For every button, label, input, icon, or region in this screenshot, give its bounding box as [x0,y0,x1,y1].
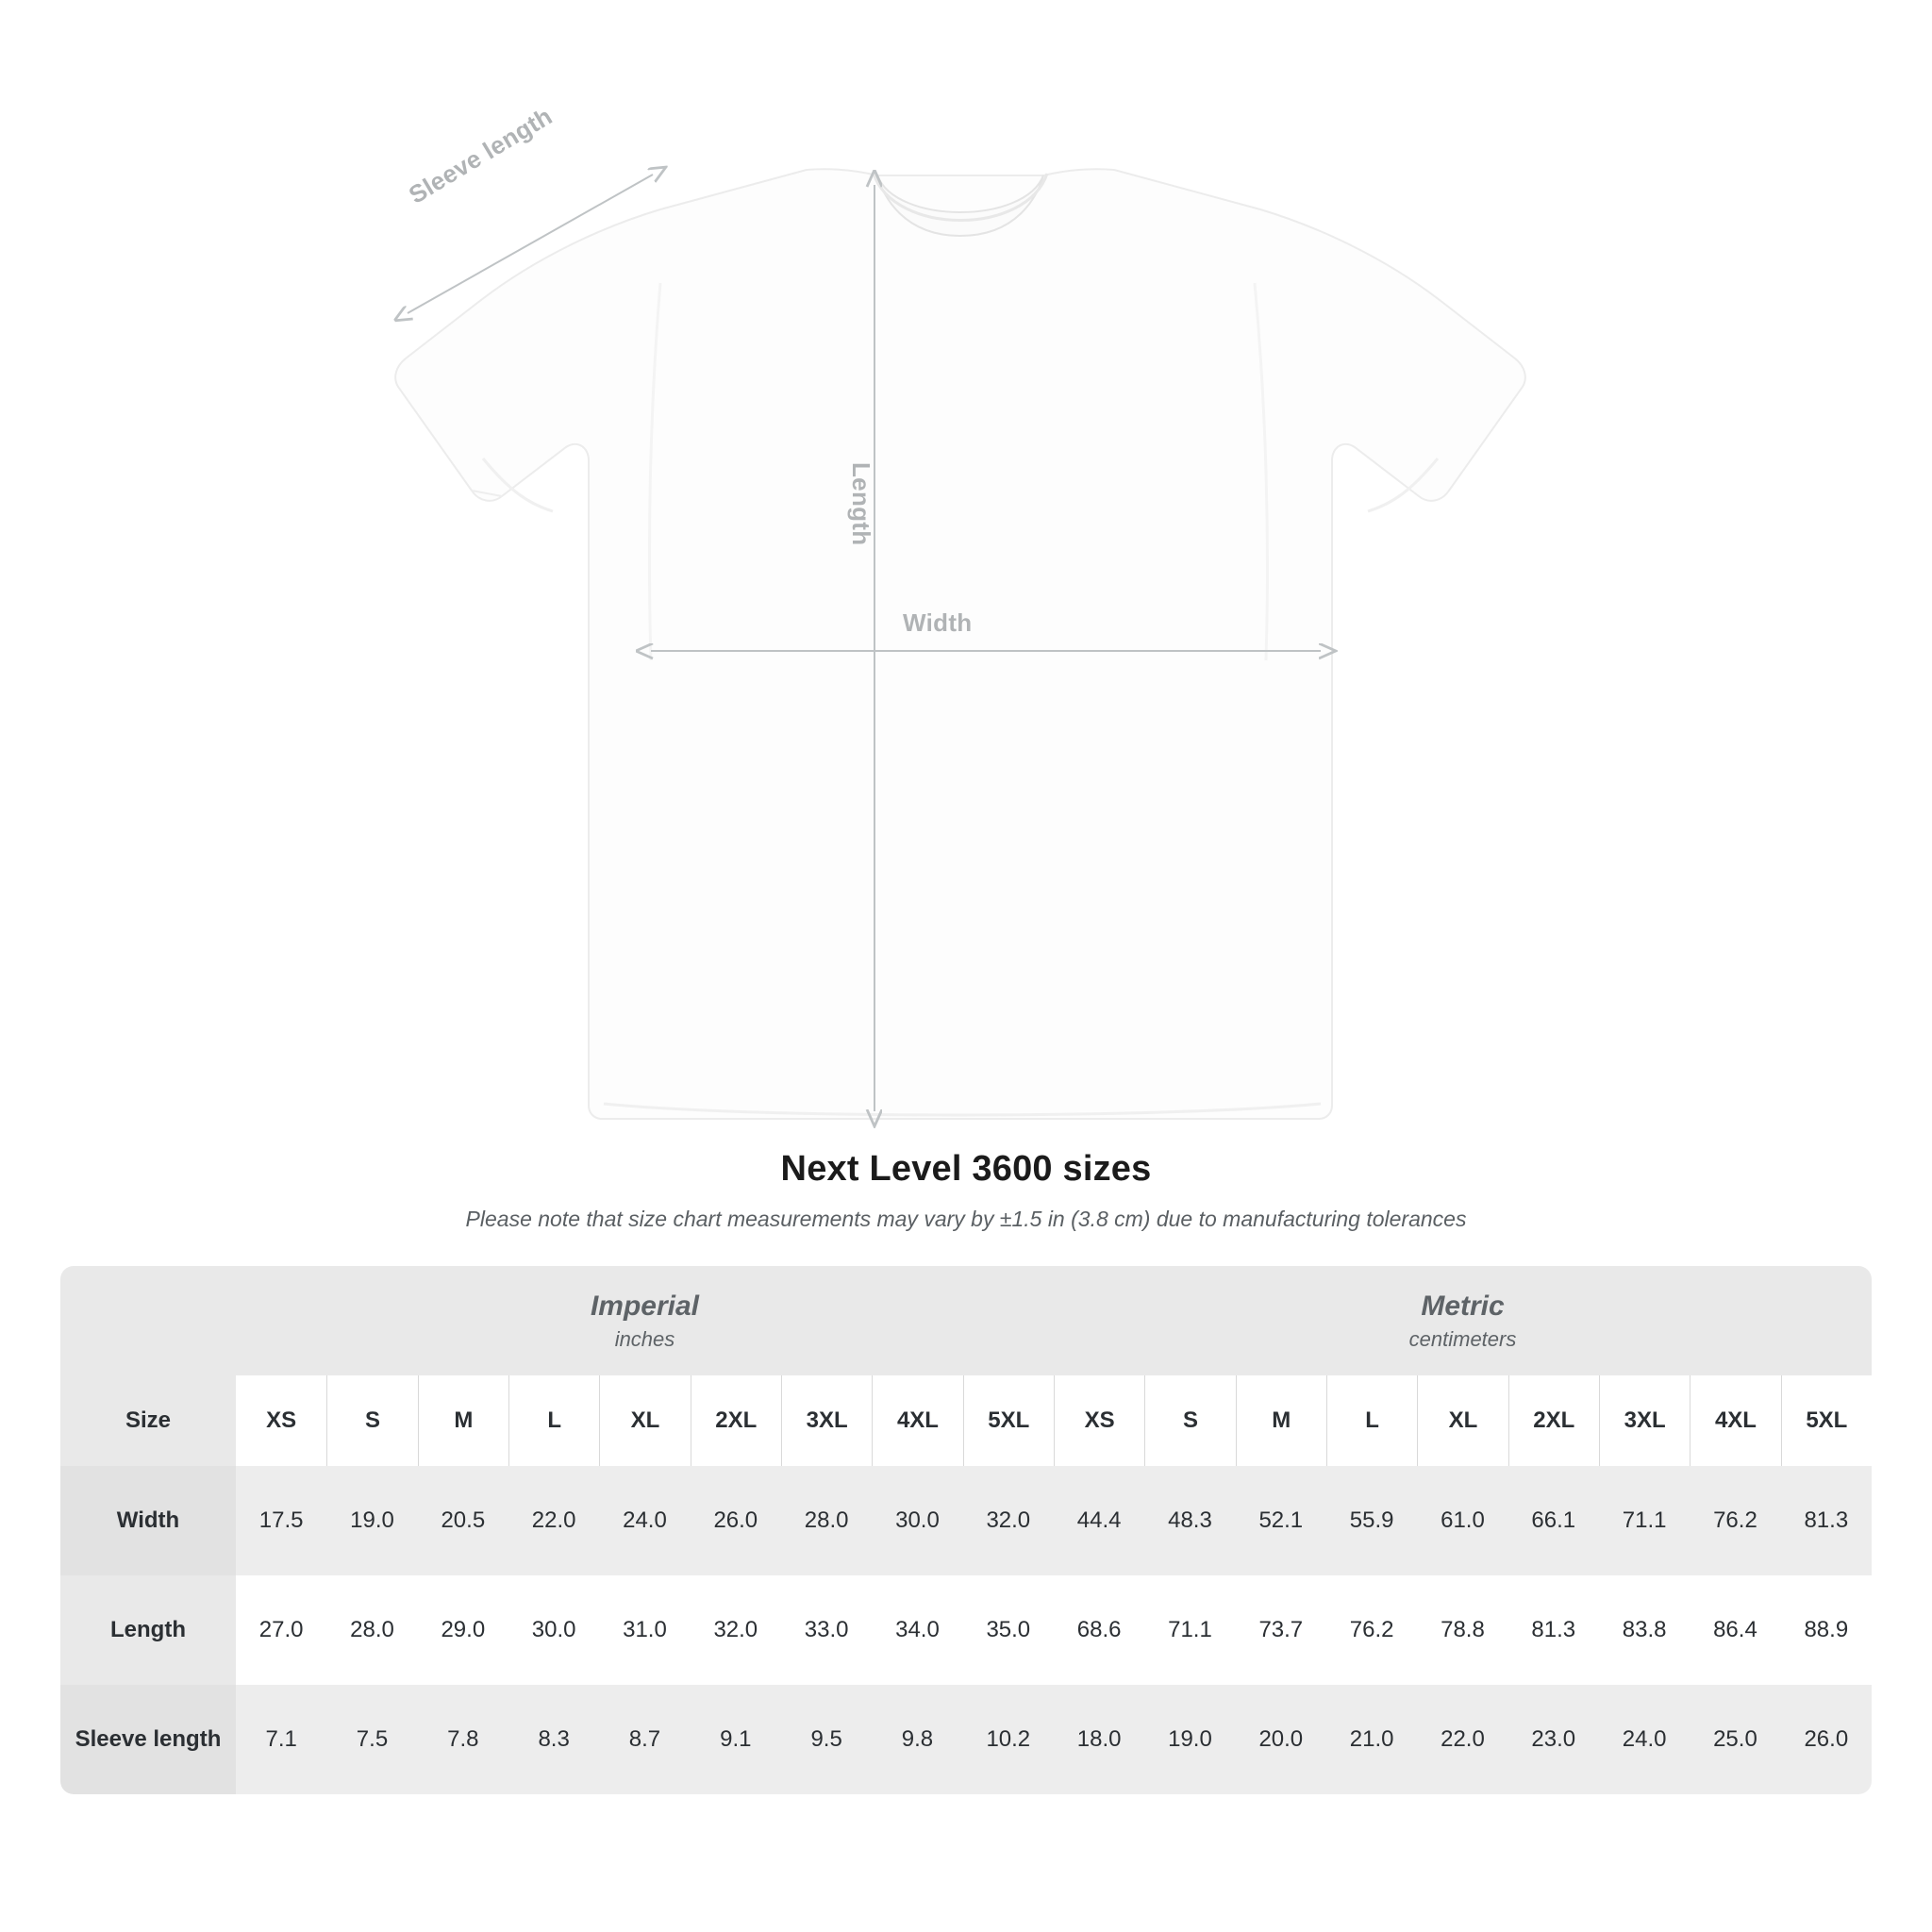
table-cell: 55.9 [1326,1466,1417,1575]
table-cell: 22.0 [508,1466,599,1575]
table-cell: 18.0 [1054,1685,1144,1794]
table-cell: 7.1 [236,1685,326,1794]
column-header-xl-metric: XL [1417,1375,1507,1466]
column-header-xs-metric: XS [1054,1375,1144,1466]
table-cell: 48.3 [1144,1466,1235,1575]
table-cell: 9.1 [691,1685,781,1794]
table-unit-header-row [60,1266,1872,1375]
column-header-s-imperial: S [326,1375,417,1466]
table-cell: 81.3 [1781,1466,1872,1575]
column-header-3xl-imperial: 3XL [781,1375,872,1466]
column-header-2xl-imperial: 2XL [691,1375,781,1466]
unit-group-header [1054,1266,1872,1375]
table-cell: 22.0 [1417,1685,1507,1794]
column-header-xl-imperial: XL [599,1375,690,1466]
size-table-wrap [60,1266,1872,1794]
table-cell: 31.0 [599,1575,690,1685]
column-header-4xl-imperial: 4XL [872,1375,962,1466]
table-cell: 78.8 [1417,1575,1507,1685]
column-header-size: Size [60,1375,236,1466]
table-cell: 81.3 [1508,1575,1599,1685]
table-cell: 23.0 [1508,1685,1599,1794]
table-cell: 10.2 [963,1685,1054,1794]
table-cell: 83.8 [1599,1575,1690,1685]
column-header-m-imperial: M [418,1375,508,1466]
table-corner-cell [60,1266,236,1375]
size-table [60,1266,1872,1794]
table-cell: 76.2 [1326,1575,1417,1685]
column-header-5xl-imperial: 5XL [963,1375,1054,1466]
table-cell: 44.4 [1054,1466,1144,1575]
table-cell: 26.0 [1781,1685,1872,1794]
table-cell: 19.0 [326,1466,417,1575]
column-header-3xl-metric: 3XL [1599,1375,1690,1466]
unit-group-header [236,1266,1054,1375]
column-header-l-metric: L [1326,1375,1417,1466]
column-header-5xl-metric: 5XL [1781,1375,1872,1466]
table-cell: 88.9 [1781,1575,1872,1685]
table-cell: 73.7 [1236,1575,1326,1685]
length-label: Length [847,462,875,546]
tshirt-shape [395,169,1525,1119]
title-block [0,1149,1932,1232]
table-cell: 8.7 [599,1685,690,1794]
column-header-m-metric: M [1236,1375,1326,1466]
table-cell: 68.6 [1054,1575,1144,1685]
table-size-header-row [60,1375,1872,1466]
table-cell: 52.1 [1236,1466,1326,1575]
unit-group-name: Metric [1421,1291,1505,1322]
unit-group-name: Imperial [590,1291,700,1322]
table-cell: 66.1 [1508,1466,1599,1575]
table-cell: 21.0 [1326,1685,1417,1794]
column-header-l-imperial: L [508,1375,599,1466]
table-cell: 27.0 [236,1575,326,1685]
table-cell: 24.0 [599,1466,690,1575]
unit-group-sub: centimeters [1408,1327,1517,1351]
page-title: Next Level 3600 sizes [780,1149,1152,1189]
table-cell: 20.5 [418,1466,508,1575]
table-cell: 25.0 [1690,1685,1780,1794]
table-cell: 30.0 [872,1466,962,1575]
table-cell: 28.0 [781,1466,872,1575]
table-row [60,1685,1872,1794]
width-label: Width [903,608,973,637]
table-cell: 19.0 [1144,1685,1235,1794]
table-cell: 7.8 [418,1685,508,1794]
table-cell: 76.2 [1690,1466,1780,1575]
table-cell: 29.0 [418,1575,508,1685]
table-cell: 71.1 [1599,1466,1690,1575]
column-header-4xl-metric: 4XL [1690,1375,1780,1466]
table-cell: 71.1 [1144,1575,1235,1685]
table-cell: 8.3 [508,1685,599,1794]
column-header-xs-imperial: XS [236,1375,326,1466]
table-row [60,1575,1872,1685]
column-header-2xl-metric: 2XL [1508,1375,1599,1466]
table-cell: 28.0 [326,1575,417,1685]
table-cell: 34.0 [872,1575,962,1685]
table-cell: 17.5 [236,1466,326,1575]
row-header-length: Length [60,1575,236,1685]
row-header-width: Width [60,1466,236,1575]
table-row [60,1466,1872,1575]
table-cell: 26.0 [691,1466,781,1575]
table-cell: 32.0 [963,1466,1054,1575]
table-cell: 86.4 [1690,1575,1780,1685]
tolerance-note: Please note that size chart measurements may vary by ±1.5 in (3.8 cm) due to manufacturing tolerances [465,1207,1467,1231]
unit-group-sub: inches [614,1327,675,1351]
table-cell: 35.0 [963,1575,1054,1685]
table-cell: 24.0 [1599,1685,1690,1794]
table-cell: 32.0 [691,1575,781,1685]
row-header-sleeve-length: Sleeve length [60,1685,236,1794]
table-cell: 7.5 [326,1685,417,1794]
table-cell: 9.5 [781,1685,872,1794]
table-cell: 9.8 [872,1685,962,1794]
table-cell: 33.0 [781,1575,872,1685]
sleeve-length-label: Sleeve length [404,101,558,209]
table-cell: 20.0 [1236,1685,1326,1794]
column-header-s-metric: S [1144,1375,1235,1466]
table-cell: 30.0 [508,1575,599,1685]
table-cell: 61.0 [1417,1466,1507,1575]
